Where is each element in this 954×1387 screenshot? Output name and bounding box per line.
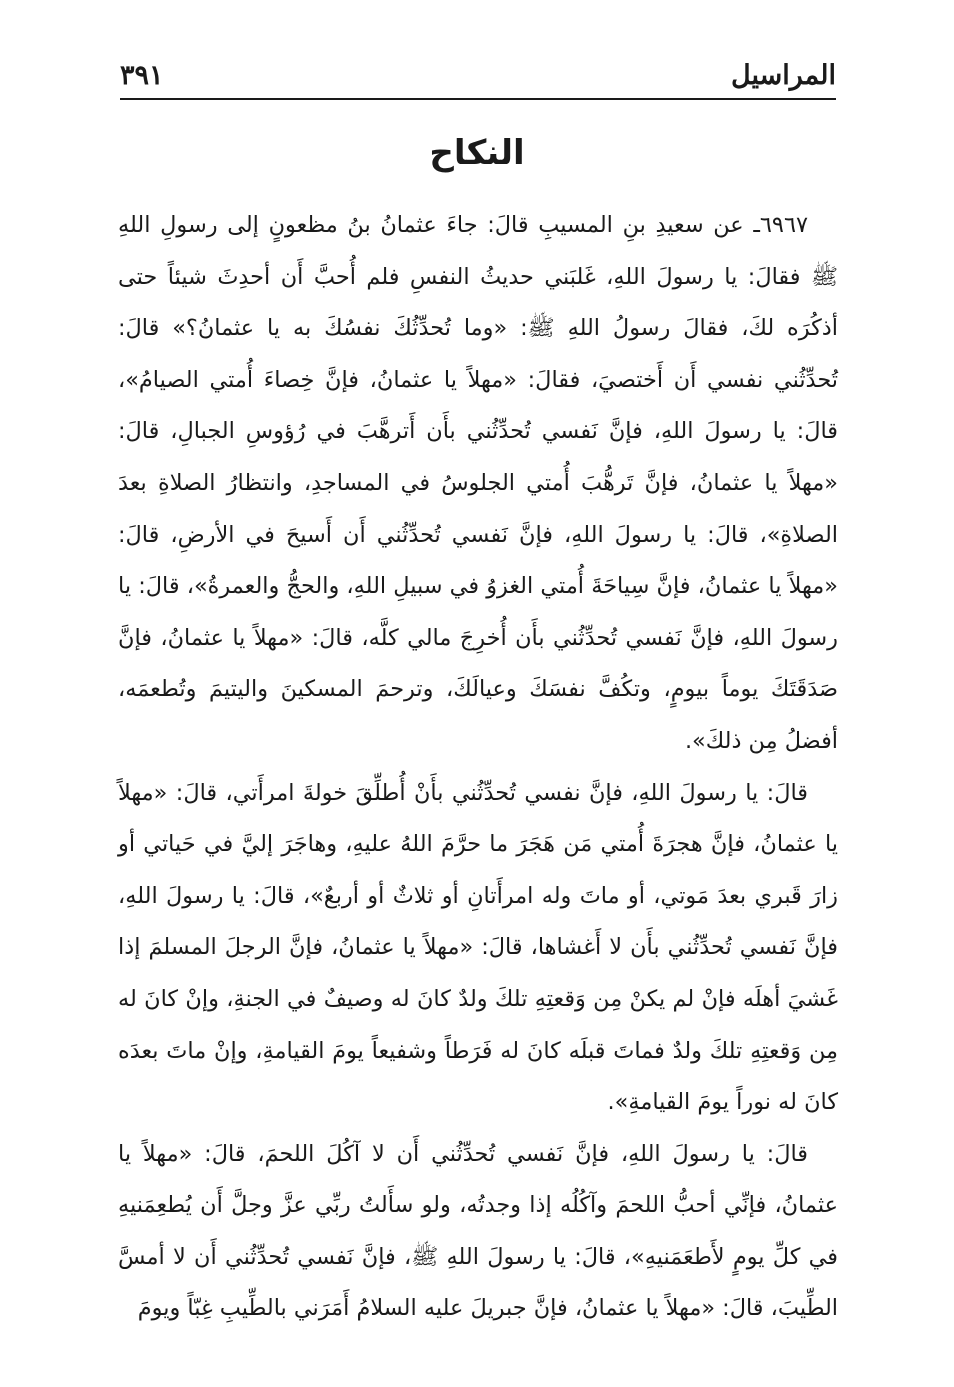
page-number: ٣٩١ xyxy=(120,60,164,91)
body-text xyxy=(118,200,838,1335)
hadith-paragraph-1: ٦٩٦٧ـ عن سعيدِ بنِ المسيبِ قالَ: جاءَ عثمانُ بنُ مظعونٍ إلى رسولِ اللهِ ﷺ فقالَ: يا رسولَ اللهِ، غَلبَني حديثُ النفسِ فلم أُحبَّ أَن أحدِثَ شيئاً حتى أذكُرَه لكَ، فقالَ رسولُ اللهِ ﷺ: «وما تُحدِّثُكَ نفسُكَ به يا عثمانُ؟» قالَ: تُحدِّثُني نفسي أَن أَختصيَ، فقالَ: «مهلاً يا عثمانُ، فإنَّ خِصاءَ أُمتي الصيامُ»، قالَ: يا رسولَ اللهِ، فإنَّ نَفسي تُحدِّثُني بأَن أَترهَّبَ في رُؤوسِ الجبالِ، قالَ: «مهلاً يا عثمانُ، فإنَّ تَرهُّبَ أُمتي الجلوسُ في المساجدِ، وانتظارُ الصلاةِ بعدَ الصلاةِ»، قالَ: يا رسولَ اللهِ، فإنَّ نَفسي تُحدِّثُني أَن أَسيحَ في الأرضِ، قالَ: «مهلاً يا عثمانُ، فإنَّ سِياحَةَ أُمتي الغزوُ في سبيلِ اللهِ، والحجُّ والعمرةُ»، قالَ: يا رسولَ اللهِ، فإنَّ نَفسي تُحدِّثُني بأَن أُخرِجَ مالي كلَّه، قالَ: «مهلاً يا عثمانُ، فإنَّ صَدَقَتَكَ يوماً بيومٍ، وتكُفَّ نفسَكَ وعيالَكَ، وترحمَ المسكينَ واليتيمَ وتُطعمَه، أفضلُ مِن ذلكَ». xyxy=(118,212,838,754)
hadith-paragraph-2: قالَ: يا رسولَ اللهِ، فإنَّ نفسي تُحدِّثُني بأَنْ أُطلِّقَ خولةَ امرأَتي، قالَ: «مهلاً يا عثمانُ، فإنَّ هجرَةَ أُمتي مَن هَجَرَ ما حرَّمَ اللهُ عليهِ، وهاجَرَ إليَّ في حَياتي أو زارَ قَبري بعدَ مَوتي، أو ماتَ وله امرأَتانِ أو ثلاثٌ أو أربعٌ»، قالَ: يا رسولَ اللهِ، فإنَّ نَفسي تُحدِّثُني بأَن لا أَغشاها، قالَ: «مهلاً يا عثمانُ، فإنَّ الرجلَ المسلمَ إذا غَشيَ أهلَه فإنْ لم يكنْ مِن وَقعتِهِ تلكَ ولدٌ كانَ له وصيفٌ في الجنةِ، وإنْ كانَ له مِن وَقعتِهِ تلكَ ولدٌ فماتَ قبلَه كانَ له فَرَطاً وشفيعاً يومَ القيامةِ، وإنْ ماتَ بعدَه كانَ له نوراً يومَ القيامةِ». xyxy=(118,779,838,1116)
running-title: المراسيل xyxy=(731,60,836,91)
running-header xyxy=(120,58,836,100)
hadith-paragraph-3: قالَ: يا رسولَ اللهِ، فإنَّ نَفسي تُحدِّثُني أَن لا آكُلَ اللحمَ، قالَ: «مهلاً يا عثمانُ، فإنِّي أحبُّ اللحمَ وآكُلُه إذا وجدتُه، ولو سأَلتُ ربِّي عزَّ وجلَّ أَن يُطعِمَنيهِ في كلِّ يومٍ لأَطعَمَنيهِ»، قالَ: يا رسولَ اللهِ ﷺ، فإنَّ نَفسي تُحدِّثُني أَن لا أمسَّ الطِّيبَ، قالَ: «مهلاً يا عثمانُ، فإنَّ جبريلَ عليه السلامُ أَمَرَني بالطِّيبِ غِبّاً ويومَ xyxy=(118,1140,838,1322)
section-title: النكاح xyxy=(429,133,525,173)
